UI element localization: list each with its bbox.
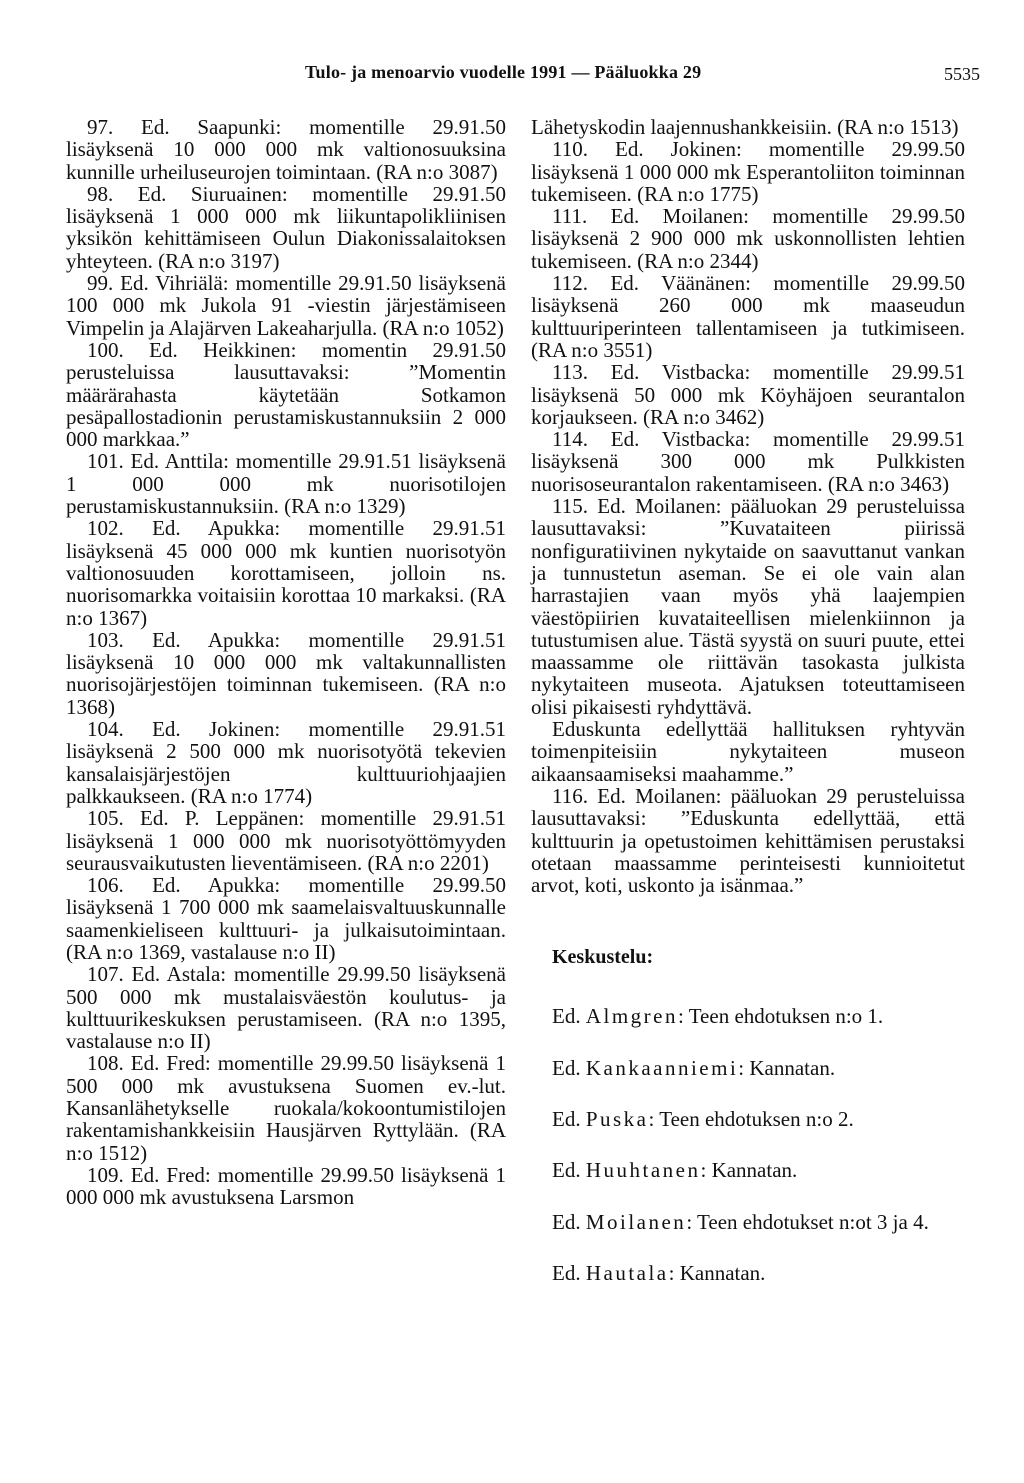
- speech-text: : Kannatan.: [668, 1260, 766, 1285]
- section-heading: Keskustelu:: [552, 946, 654, 969]
- header-title: Tulo- ja menoarvio vuodelle 1991 — Pääluokka 29: [305, 62, 702, 82]
- speaker-name: Kankaanniemi: [585, 1055, 739, 1080]
- speech-line: [552, 1108, 965, 1130]
- speech-line: [552, 1005, 965, 1027]
- motion-paragraph: 110. Ed. Jokinen: momentille 29.99.50 lisäyksenä 1 000 000 mk Esperantoliiton toiminnan tukemiseen. (RA n:o 1775): [531, 137, 965, 206]
- motion-paragraph: 113. Ed. Vistbacka: momentille 29.99.51 lisäyksenä 50 000 mk Köyhäjoen seurantalon korjaukseen. (RA n:o 3462): [531, 360, 965, 429]
- motion-paragraph: 106. Ed. Apukka: momentille 29.99.50 lisäyksenä 1 700 000 mk saamelaisvaltuuskunnalle saamenkieliseen kulttuuri- ja julkaisutoimintaan. (RA n:o 1369, vastalause n:o II): [66, 873, 506, 964]
- motion-paragraph: 114. Ed. Vistbacka: momentille 29.99.51 lisäyksenä 300 000 mk Pulkkisten nuorisoseurantalon rakentamiseen. (RA n:o 3463): [531, 427, 965, 496]
- motion-paragraph: 100. Ed. Heikkinen: momentin 29.91.50 perusteluissa lausuttavaksi: ”Momentin määrärahasta käytetään Sotkamon pesäpallostadionin perustamiskustannuksiin 2 000 000 markkaa.”: [66, 337, 506, 452]
- motion-paragraph: 97. Ed. Saapunki: momentille 29.91.50 lisäyksenä 10 000 000 mk valtionosuuksina kunnille urheiluseurojen toimintaan. (RA n:o 3087): [66, 115, 506, 184]
- speech-prefix: Ed.: [552, 1260, 581, 1285]
- motion-paragraph: 101. Ed. Anttila: momentille 29.91.51 lisäyksenä 1 000 000 mk nuorisotilojen perustamiskustannuksiin. (RA n:o 1329): [66, 449, 506, 519]
- speaker-name: Puska: [585, 1106, 649, 1131]
- speaker-name: Moilanen: [585, 1209, 687, 1234]
- right-column: [531, 116, 965, 1313]
- speech-prefix: Ed.: [552, 1055, 581, 1080]
- motion-paragraph: 105. Ed. P. Leppänen: momentille 29.91.51 lisäyksenä 1 000 000 mk nuorisotyöttömyyden seurausvaikutusten lieventämiseen. (RA n:o 2201): [66, 806, 506, 875]
- motion-paragraph: 107. Ed. Astala: momentille 29.99.50 lisäyksenä 500 000 mk mustalaisväestön koulutus- ja kulttuurikeskuksen perustamiseen. (RA n:o 1395, vastalause n:o II): [66, 962, 506, 1054]
- motion-paragraph: 116. Ed. Moilanen: pääluokan 29 perusteluissa lausuttavaksi: ”Eduskunta edellyttää, että kulttuurin ja opetustoimen kehittämisen perustaksi otetaan maassamme perinteisesti kunnioitetut arvot, koti, uskonto ja isänmaa.”: [531, 783, 965, 898]
- speaker-name: Hautala: [585, 1260, 669, 1285]
- speaker-name: Almgren: [585, 1004, 678, 1029]
- running-header: [0, 62, 1024, 92]
- speech-list: [531, 1005, 965, 1284]
- speech-text: : Kannatan.: [700, 1158, 798, 1183]
- speech-line: [552, 1057, 965, 1079]
- speech-text: : Teen ehdotukset n:ot 3 ja 4.: [686, 1209, 929, 1234]
- motion-paragraph: 111. Ed. Moilanen: momentille 29.99.50 lisäyksenä 2 900 000 mk uskonnollisten lehtien tukemiseen. (RA n:o 2344): [531, 204, 965, 273]
- motion-paragraph: Eduskunta edellyttää hallituksen ryhtyvän toimenpiteisiin nykytaiteen museon aikaansaamiseksi maahamme.”: [531, 717, 965, 786]
- motion-paragraph: 98. Ed. Siuruainen: momentille 29.91.50 lisäyksenä 1 000 000 mk liikuntapolikliinisen yksikön kehittämiseen Oulun Diakonissalaitoksen yhteyteen. (RA n:o 3197): [66, 181, 506, 273]
- speech-line: [531, 1211, 965, 1233]
- speech-prefix: Ed.: [552, 1158, 581, 1183]
- motion-paragraph: 103. Ed. Apukka: momentille 29.91.51 lisäyksenä 10 000 000 mk valtakunnallisten nuorisojärjestöjen toiminnan tukemiseen. (RA n:o 1368): [66, 627, 506, 719]
- motion-paragraph: 102. Ed. Apukka: momentille 29.91.51 lisäyksenä 45 000 000 mk kuntien nuorisotyön valtionosuuden korottamiseen, jolloin ns. nuorisomarkka voitaisiin korottaa 10 markaksi. (RA n:o 1367): [66, 516, 506, 630]
- motion-paragraph: 104. Ed. Jokinen: momentille 29.91.51 lisäyksenä 2 500 000 mk nuorisotyötä tekevien kansalaisjärjestöjen kulttuuriohjaajien palkkaukseen. (RA n:o 1774): [66, 717, 506, 808]
- motion-paragraph: 115. Ed. Moilanen: pääluokan 29 perusteluissa lausuttavaksi: ”Kuvataiteen piirissä nonfiguratiivinen nykytaide on saavuttanut vankan ja tunnustetun aseman. Se ei ole vain alan harrastajien vaan myös yhä laajempien väestöpiirien kuvataiteellisen mielenkiinnon ja tutustumisen alue. Tästä syystä on suuri puute, ettei maassamme ole riittävän tasokasta julkista nykytaiteen museota. Ajatuksen toteuttamiseen olisi pikaisesti ryhdyttävä.: [531, 494, 965, 719]
- speech-text: : Teen ehdotuksen n:o 1.: [677, 1004, 884, 1029]
- motion-paragraph: 99. Ed. Vihriälä: momentille 29.91.50 lisäyksenä 100 000 mk Jukola 91 -viestin järjestämiseen Vimpelin ja Alajärven Lakeaharjulla. (RA n:o 1052): [66, 271, 506, 340]
- speech-text: : Kannatan.: [738, 1055, 836, 1080]
- speech-line: [552, 1159, 965, 1181]
- speech-line: [552, 1262, 965, 1284]
- speech-prefix: Ed.: [552, 1106, 581, 1131]
- speech-text: : Teen ehdotuksen n:o 2.: [648, 1106, 854, 1131]
- speech-prefix: Ed.: [552, 1004, 581, 1029]
- page-number: 5535: [944, 64, 980, 84]
- motion-paragraph: 109. Ed. Fred: momentille 29.99.50 lisäyksenä 1 000 000 mk avustuksena Larsmon: [66, 1162, 506, 1210]
- motion-paragraph: 112. Ed. Väänänen: momentille 29.99.50 lisäyksenä 260 000 mk maaseudun kulttuuriperinteen tallentamiseen ja tutkimiseen. (RA n:o 3551): [531, 271, 965, 362]
- speaker-name: Huuhtanen: [585, 1158, 701, 1183]
- left-column: [66, 116, 506, 1209]
- continued-paragraph: Lähetyskodin laajennushankkeisiin. (RA n:o 1513): [531, 115, 959, 139]
- motion-paragraph: 108. Ed. Fred: momentille 29.99.50 lisäyksenä 1 500 000 mk avustuksena Suomen ev.-lut. Kansanlähetykselle ruokala/kokoontumistilojen rakentamishankkeisiin Hausjärven Ryttylään. (RA n:o 1512): [66, 1051, 506, 1165]
- speech-prefix: Ed.: [552, 1209, 581, 1234]
